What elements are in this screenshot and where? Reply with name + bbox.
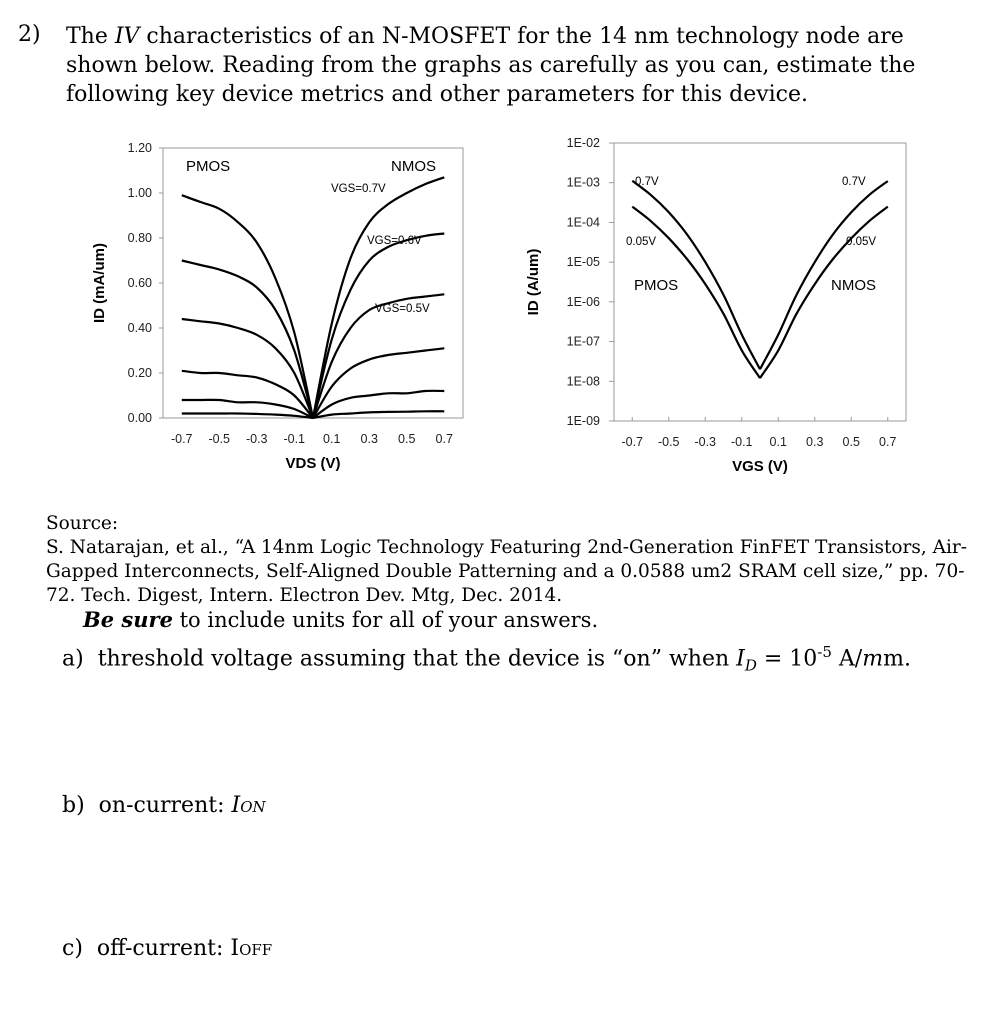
x-tick-label: -0.5: [657, 435, 680, 449]
y-tick-label: 1E-06: [566, 294, 600, 309]
y-tick-label: 1E-04: [566, 215, 600, 230]
y-tick-label: 0.00: [127, 411, 152, 425]
iv-curve: [182, 371, 313, 418]
y-tick-label: 1.00: [127, 186, 152, 200]
y-tick-label: 0.60: [127, 276, 152, 290]
source-citation: S. Natarajan, et al., “A 14nm Logic Technology Featuring 2nd-Generation FinFET Transistors, Air-Gapped Interconnects, Self-Aligned Double Patterning and a 0.0588 um2 SRAM cell size,” pp. 70-72. Tech. Digest, Intern. Electron Dev. Mtg, Dec. 2014.: [46, 537, 968, 606]
question-number: 2): [18, 22, 41, 47]
nmos-region-label: NMOS: [831, 277, 876, 294]
curve-label-nmos-0.7v: 0.7V: [842, 176, 866, 188]
pmos-region-label: PMOS: [186, 158, 231, 175]
nmos-region-label: NMOS: [391, 158, 436, 175]
x-tick-label: 0.3: [360, 432, 378, 446]
iv-curve: [313, 411, 444, 418]
x-tick-label: 0.1: [769, 435, 787, 449]
part-b: b) on-current: ION: [62, 793, 266, 818]
linear-iv-chart: [91, 141, 463, 472]
transfer-curve: [760, 181, 888, 369]
x-tick-label: 0.5: [842, 435, 860, 449]
x-tick-label: 0.1: [323, 432, 341, 446]
x-axis-label: VDS (V): [285, 455, 341, 472]
pmos-region-label: PMOS: [634, 277, 679, 294]
y-tick-label: 1E-03: [566, 175, 600, 190]
x-tick-label: -0.3: [694, 435, 717, 449]
x-tick-label: -0.1: [283, 432, 306, 446]
curve-label-pmos-0.05v: 0.05V: [626, 236, 657, 248]
y-tick-label: 0.80: [127, 231, 152, 245]
y-tick-label: 1E-09: [566, 414, 600, 428]
transfer-curve: [632, 181, 760, 369]
iv-figure: [0, 0, 998, 500]
y-tick-label: 1E-07: [566, 334, 600, 349]
source-label: Source:: [46, 513, 119, 534]
y-tick-label: 1E-08: [566, 374, 600, 389]
y-tick-label: 1E-05: [566, 255, 600, 270]
x-tick-label: -0.3: [245, 432, 268, 446]
y-tick-label: 1.20: [127, 141, 152, 155]
log-transfer-chart: [525, 136, 906, 475]
iv-curve: [182, 195, 313, 418]
x-tick-label: 0.7: [879, 435, 897, 449]
iv-curve: [182, 413, 313, 418]
units-instruction: Be sure to include units for all of your answers.: [83, 607, 599, 632]
y-tick-label: 1E-02: [566, 136, 600, 150]
y-tick-label: 0.40: [127, 321, 152, 335]
y-axis-label: ID (A/um): [525, 248, 542, 316]
x-tick-label: -0.7: [170, 432, 193, 446]
part-c: c) off-current: IOFF: [62, 936, 273, 961]
curve-label-vgs-0.5: VGS=0.5V: [375, 303, 430, 315]
x-tick-label: 0.5: [398, 432, 416, 446]
question-text: The IV characteristics of an N-MOSFET for the 14 nm technology node are shown below. Reading from the graphs as carefully as you can, estimate the following key device metrics and other parameters for this device.: [66, 24, 916, 107]
source-block: [46, 512, 976, 608]
curve-label-nmos-0.05v: 0.05V: [846, 236, 877, 248]
x-tick-label: 0.3: [806, 435, 824, 449]
x-tick-label: -0.5: [208, 432, 231, 446]
x-tick-label: -0.1: [730, 435, 753, 449]
curve-label-vgs-0.7: VGS=0.7V: [331, 183, 386, 195]
curve-label-pmos-0.7v: 0.7V: [635, 176, 659, 188]
x-axis-label: VGS (V): [732, 458, 788, 475]
y-tick-label: 0.20: [127, 366, 152, 380]
curve-label-vgs-0.6: VGS=0.6V: [367, 235, 422, 247]
y-axis-label: ID (mA/um): [91, 243, 108, 323]
part-a: a) threshold voltage assuming that the device is “on” when $I_D = 10^{-5}$ A/mm.: [62, 643, 911, 675]
x-tick-label: -0.7: [621, 435, 644, 449]
x-tick-label: 0.7: [435, 432, 453, 446]
